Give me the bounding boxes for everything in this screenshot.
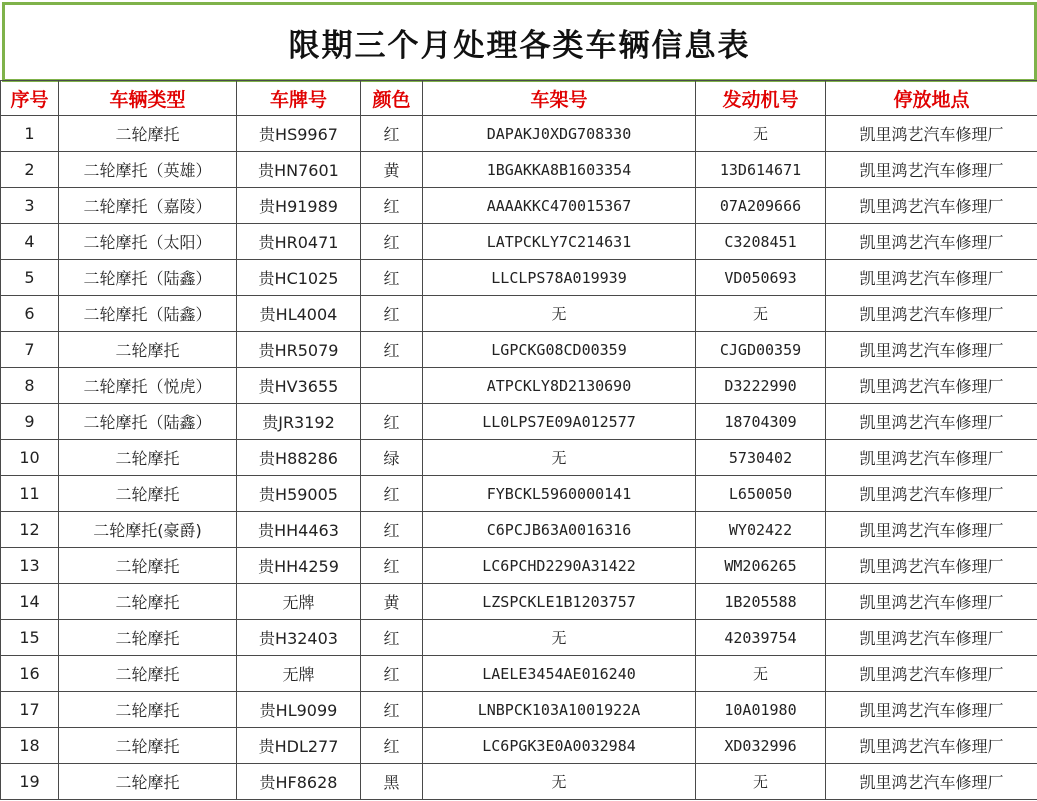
cell-plate: 贵HF8628 <box>237 764 361 800</box>
cell-index: 12 <box>1 512 59 548</box>
cell-plate: 贵H59005 <box>237 476 361 512</box>
cell-plate: 贵HS9967 <box>237 116 361 152</box>
cell-plate: 贵HH4463 <box>237 512 361 548</box>
cell-engine: WY02422 <box>696 512 826 548</box>
cell-type: 二轮摩托 <box>59 440 237 476</box>
cell-vin: LGPCKG08CD00359 <box>423 332 696 368</box>
cell-location: 凯里鸿艺汽车修理厂 <box>826 548 1037 584</box>
cell-engine: 07A209666 <box>696 188 826 224</box>
cell-type: 二轮摩托 <box>59 692 237 728</box>
cell-index: 15 <box>1 620 59 656</box>
table-row <box>1 764 1037 800</box>
cell-color: 红 <box>361 116 423 152</box>
cell-color: 红 <box>361 728 423 764</box>
cell-color: 黑 <box>361 764 423 800</box>
cell-color: 红 <box>361 656 423 692</box>
cell-location: 凯里鸿艺汽车修理厂 <box>826 152 1037 188</box>
cell-color: 红 <box>361 296 423 332</box>
cell-engine: 13D614671 <box>696 152 826 188</box>
cell-color: 红 <box>361 476 423 512</box>
cell-engine: 42039754 <box>696 620 826 656</box>
cell-type: 二轮摩托（陆鑫） <box>59 260 237 296</box>
table-row <box>1 656 1037 692</box>
table-row <box>1 224 1037 260</box>
cell-location: 凯里鸿艺汽车修理厂 <box>826 476 1037 512</box>
cell-type: 二轮摩托(豪爵) <box>59 512 237 548</box>
table-row <box>1 296 1037 332</box>
cell-location: 凯里鸿艺汽车修理厂 <box>826 296 1037 332</box>
header-type: 车辆类型 <box>59 81 237 116</box>
cell-color: 红 <box>361 620 423 656</box>
cell-location: 凯里鸿艺汽车修理厂 <box>826 440 1037 476</box>
cell-index: 17 <box>1 692 59 728</box>
cell-color: 红 <box>361 512 423 548</box>
cell-plate: 贵HV3655 <box>237 368 361 404</box>
cell-plate: 贵HC1025 <box>237 260 361 296</box>
header-engine: 发动机号 <box>696 81 826 116</box>
cell-color: 黄 <box>361 152 423 188</box>
cell-vin: LL0LPS7E09A012577 <box>423 404 696 440</box>
cell-vin: LZSPCKLE1B1203757 <box>423 584 696 620</box>
cell-type: 二轮摩托 <box>59 764 237 800</box>
table-row <box>1 152 1037 188</box>
cell-color: 红 <box>361 224 423 260</box>
cell-type: 二轮摩托 <box>59 584 237 620</box>
cell-vin: 无 <box>423 440 696 476</box>
header-plate: 车牌号 <box>237 81 361 116</box>
cell-location: 凯里鸿艺汽车修理厂 <box>826 260 1037 296</box>
page-title: 限期三个月处理各类车辆信息表 <box>288 27 751 64</box>
cell-location: 凯里鸿艺汽车修理厂 <box>826 188 1037 224</box>
cell-type: 二轮摩托 <box>59 116 237 152</box>
cell-index: 19 <box>1 764 59 800</box>
cell-color <box>361 368 423 404</box>
cell-index: 7 <box>1 332 59 368</box>
cell-index: 14 <box>1 584 59 620</box>
table-row <box>1 332 1037 368</box>
cell-type: 二轮摩托（太阳） <box>59 224 237 260</box>
cell-location: 凯里鸿艺汽车修理厂 <box>826 404 1037 440</box>
cell-vin: 无 <box>423 764 696 800</box>
cell-type: 二轮摩托（陆鑫） <box>59 296 237 332</box>
cell-color: 红 <box>361 404 423 440</box>
cell-color: 绿 <box>361 440 423 476</box>
table-row <box>1 584 1037 620</box>
cell-vin: C6PCJB63A0016316 <box>423 512 696 548</box>
cell-vin: LNBPCK103A1001922A <box>423 692 696 728</box>
cell-engine: 1B205588 <box>696 584 826 620</box>
vehicle-table <box>0 80 1037 800</box>
cell-plate: 贵HR0471 <box>237 224 361 260</box>
cell-vin: 无 <box>423 620 696 656</box>
cell-plate: 贵H88286 <box>237 440 361 476</box>
cell-engine: XD032996 <box>696 728 826 764</box>
cell-index: 2 <box>1 152 59 188</box>
cell-plate: 贵HH4259 <box>237 548 361 584</box>
cell-color: 红 <box>361 332 423 368</box>
cell-plate: 贵HR5079 <box>237 332 361 368</box>
cell-index: 8 <box>1 368 59 404</box>
header-row <box>1 81 1037 116</box>
cell-color: 红 <box>361 692 423 728</box>
cell-vin: ATPCKLY8D2130690 <box>423 368 696 404</box>
cell-vin: LC6PCHD2290A31422 <box>423 548 696 584</box>
table-body <box>1 116 1037 800</box>
cell-vin: 1BGAKKA8B1603354 <box>423 152 696 188</box>
cell-type: 二轮摩托（陆鑫） <box>59 404 237 440</box>
cell-color: 红 <box>361 548 423 584</box>
cell-location: 凯里鸿艺汽车修理厂 <box>826 116 1037 152</box>
cell-index: 11 <box>1 476 59 512</box>
cell-engine: 无 <box>696 296 826 332</box>
cell-engine: 18704309 <box>696 404 826 440</box>
cell-plate: 贵HL9099 <box>237 692 361 728</box>
cell-engine: L650050 <box>696 476 826 512</box>
cell-vin: LC6PGK3E0A0032984 <box>423 728 696 764</box>
cell-index: 10 <box>1 440 59 476</box>
cell-engine: D3222990 <box>696 368 826 404</box>
table-row <box>1 440 1037 476</box>
header-index: 序号 <box>1 81 59 116</box>
cell-index: 5 <box>1 260 59 296</box>
cell-type: 二轮摩托（嘉陵） <box>59 188 237 224</box>
cell-type: 二轮摩托（悦虎） <box>59 368 237 404</box>
cell-engine: 无 <box>696 656 826 692</box>
table-row <box>1 620 1037 656</box>
cell-color: 红 <box>361 260 423 296</box>
cell-engine: 无 <box>696 764 826 800</box>
cell-index: 9 <box>1 404 59 440</box>
cell-plate: 贵HL4004 <box>237 296 361 332</box>
cell-vin: LLCLPS78A019939 <box>423 260 696 296</box>
table-row <box>1 476 1037 512</box>
table-row <box>1 188 1037 224</box>
cell-type: 二轮摩托（英雄） <box>59 152 237 188</box>
cell-type: 二轮摩托 <box>59 332 237 368</box>
cell-location: 凯里鸿艺汽车修理厂 <box>826 368 1037 404</box>
table-row <box>1 692 1037 728</box>
cell-engine: CJGD00359 <box>696 332 826 368</box>
cell-index: 13 <box>1 548 59 584</box>
cell-type: 二轮摩托 <box>59 620 237 656</box>
cell-index: 18 <box>1 728 59 764</box>
table-row <box>1 548 1037 584</box>
cell-index: 3 <box>1 188 59 224</box>
cell-plate: 贵HDL277 <box>237 728 361 764</box>
cell-type: 二轮摩托 <box>59 548 237 584</box>
cell-index: 1 <box>1 116 59 152</box>
cell-engine: WM206265 <box>696 548 826 584</box>
cell-engine: 10A01980 <box>696 692 826 728</box>
cell-engine: VD050693 <box>696 260 826 296</box>
table-row <box>1 404 1037 440</box>
title-banner <box>2 2 1037 82</box>
cell-location: 凯里鸿艺汽车修理厂 <box>826 764 1037 800</box>
cell-plate: 贵HN7601 <box>237 152 361 188</box>
cell-location: 凯里鸿艺汽车修理厂 <box>826 620 1037 656</box>
cell-location: 凯里鸿艺汽车修理厂 <box>826 224 1037 260</box>
cell-vin: AAAAKKC470015367 <box>423 188 696 224</box>
cell-location: 凯里鸿艺汽车修理厂 <box>826 332 1037 368</box>
cell-vin: LAELE3454AE016240 <box>423 656 696 692</box>
cell-index: 6 <box>1 296 59 332</box>
cell-location: 凯里鸿艺汽车修理厂 <box>826 656 1037 692</box>
table-row <box>1 116 1037 152</box>
cell-color: 红 <box>361 188 423 224</box>
cell-vin: LATPCKLY7C214631 <box>423 224 696 260</box>
cell-plate: 无牌 <box>237 584 361 620</box>
cell-engine: 无 <box>696 116 826 152</box>
cell-engine: C3208451 <box>696 224 826 260</box>
cell-vin: 无 <box>423 296 696 332</box>
cell-location: 凯里鸿艺汽车修理厂 <box>826 512 1037 548</box>
table-row <box>1 728 1037 764</box>
cell-engine: 5730402 <box>696 440 826 476</box>
header-vin: 车架号 <box>423 81 696 116</box>
cell-type: 二轮摩托 <box>59 728 237 764</box>
cell-plate: 贵JR3192 <box>237 404 361 440</box>
cell-type: 二轮摩托 <box>59 476 237 512</box>
cell-index: 16 <box>1 656 59 692</box>
cell-type: 二轮摩托 <box>59 656 237 692</box>
cell-vin: FYBCKL5960000141 <box>423 476 696 512</box>
cell-location: 凯里鸿艺汽车修理厂 <box>826 692 1037 728</box>
cell-plate: 贵H91989 <box>237 188 361 224</box>
table-row <box>1 260 1037 296</box>
cell-location: 凯里鸿艺汽车修理厂 <box>826 728 1037 764</box>
table-row <box>1 512 1037 548</box>
cell-plate: 无牌 <box>237 656 361 692</box>
header-location: 停放地点 <box>826 81 1037 116</box>
cell-color: 黄 <box>361 584 423 620</box>
header-color: 颜色 <box>361 81 423 116</box>
cell-index: 4 <box>1 224 59 260</box>
cell-vin: DAPAKJ0XDG708330 <box>423 116 696 152</box>
cell-plate: 贵H32403 <box>237 620 361 656</box>
cell-location: 凯里鸿艺汽车修理厂 <box>826 584 1037 620</box>
table-row <box>1 368 1037 404</box>
